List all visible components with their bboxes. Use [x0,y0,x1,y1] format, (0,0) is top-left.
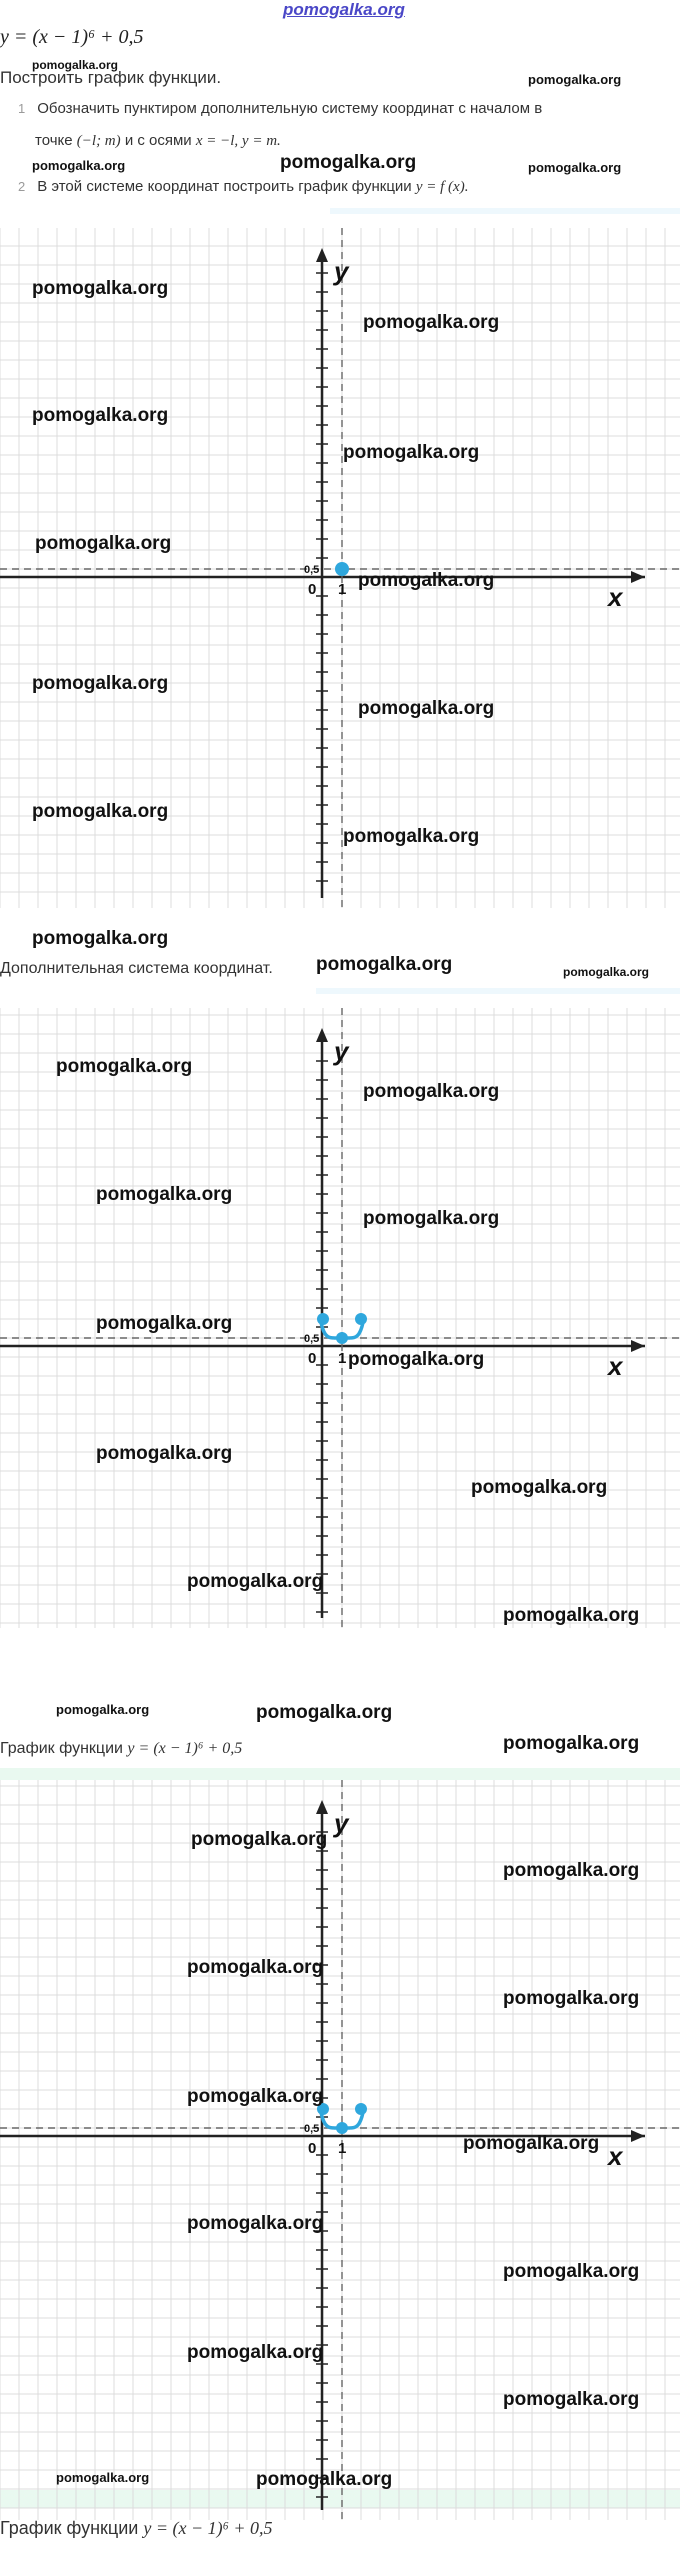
highlight-strip [330,208,680,214]
watermark: pomogalka.org [35,533,172,554]
watermark: pomogalka.org [528,160,622,175]
watermark: pomogalka.org [96,1443,233,1464]
y-axis-label: y [334,1808,349,1838]
watermark: pomogalka.org [363,312,500,333]
watermark: pomogalka.org [348,1349,485,1370]
watermark: pomogalka.org [363,1081,500,1102]
caption-formula: y = (x − 1)⁶ + 0,5 [127,1740,243,1757]
watermark: pomogalka.org [56,1056,193,1077]
watermark: pomogalka.org [256,1702,393,1723]
x-axis-arrow [631,1340,645,1352]
origin-label: 0 [308,1350,317,1367]
watermark: pomogalka.org [563,965,650,979]
curve-point [336,2122,348,2134]
watermark: pomogalka.org [343,826,480,847]
half-label: 0,5 [304,1333,320,1345]
watermark: pomogalka.org [256,2469,393,2490]
watermark: pomogalka.org [187,1957,324,1978]
watermark: pomogalka.org [503,1860,640,1881]
task-title: Построить график функции. [0,68,222,87]
watermark: pomogalka.org [32,158,126,173]
curve-point [355,1313,367,1325]
x-axis-label: x [608,2141,623,2171]
watermark: pomogalka.org [471,1477,608,1498]
origin-label: 0 [308,581,317,598]
step-1-line-b [35,132,281,150]
watermark: pomogalka.org [343,442,480,463]
y-axis-arrow [316,1028,328,1042]
function-formula: y = (x − 1)⁶ + 0,5 [0,26,144,48]
watermark: pomogalka.org [187,1571,324,1592]
site-watermark-top[interactable]: pomogalka.org [283,0,405,19]
caption-function-graph [0,2518,273,2539]
caption-text: График функции [0,1740,123,1757]
y-axis-label: y [334,1036,349,1066]
watermark: pomogalka.org [32,928,169,949]
watermark: pomogalka.org [187,2342,324,2363]
watermark: pomogalka.org [32,673,169,694]
watermark: pomogalka.org [503,1733,640,1754]
watermark: pomogalka.org [96,1184,233,1205]
highlight-strip [316,988,680,994]
watermark: pomogalka.org [96,1313,233,1334]
step-math: y = f (x). [415,179,469,195]
y-axis-arrow [316,248,328,262]
caption-function-graph [0,1740,242,1758]
watermark: pomogalka.org [191,1829,328,1850]
origin-label: 0 [308,2140,317,2157]
step-number: 2 [18,179,26,194]
step-text: В этой системе координат построить график функции [37,178,412,195]
step-math: (−l; m) [76,133,121,149]
step-1-line-a [18,100,542,117]
curve-point [317,1313,329,1325]
watermark: pomogalka.org [187,2213,324,2234]
vertex-point [335,562,349,576]
watermark: pomogalka.org [528,72,622,87]
one-label: 1 [338,2140,347,2157]
watermark: pomogalka.org [32,405,169,426]
step-text: точке [35,132,73,149]
watermark: pomogalka.org [32,801,169,822]
step-number: 1 [18,101,26,116]
curve-point [336,1332,348,1344]
half-label: 0,5 [304,2123,320,2135]
watermark: pomogalka.org [358,570,495,591]
x-axis-label: x [608,1351,623,1381]
watermark: pomogalka.org [316,954,453,975]
step-text: Обозначить пунктиром дополнительную систему координат с началом в [37,100,543,117]
watermark: pomogalka.org [280,152,417,173]
watermark: pomogalka.org [363,1208,500,1229]
watermark: pomogalka.org [56,1702,150,1717]
watermark: pomogalka.org [358,698,495,719]
y-axis-label: y [334,256,349,286]
caption-text: График функции [0,2518,139,2538]
step-math: x = −l, y = m. [195,133,281,149]
watermark: pomogalka.org [32,278,169,299]
caption-formula: y = (x − 1)⁶ + 0,5 [143,2518,273,2538]
watermark: pomogalka.org [503,2389,640,2410]
caption-additional-system: Дополнительная система координат. [0,960,273,977]
watermark: pomogalka.org [463,2133,600,2154]
watermark: pomogalka.org [56,2470,150,2485]
x-axis-label: x [608,582,623,612]
x-axis-arrow [631,571,645,583]
watermark: pomogalka.org [187,2086,324,2107]
step-2 [18,178,468,196]
one-label: 1 [338,1350,347,1367]
watermark: pomogalka.org [503,2261,640,2282]
half-label: 0,5 [304,564,320,576]
watermark: pomogalka.org [32,58,119,72]
watermark: pomogalka.org [503,1988,640,2009]
step-text: и с осями [124,132,192,149]
watermark: pomogalka.org [503,1605,640,1626]
curve-point [355,2103,367,2115]
one-label: 1 [338,581,347,598]
